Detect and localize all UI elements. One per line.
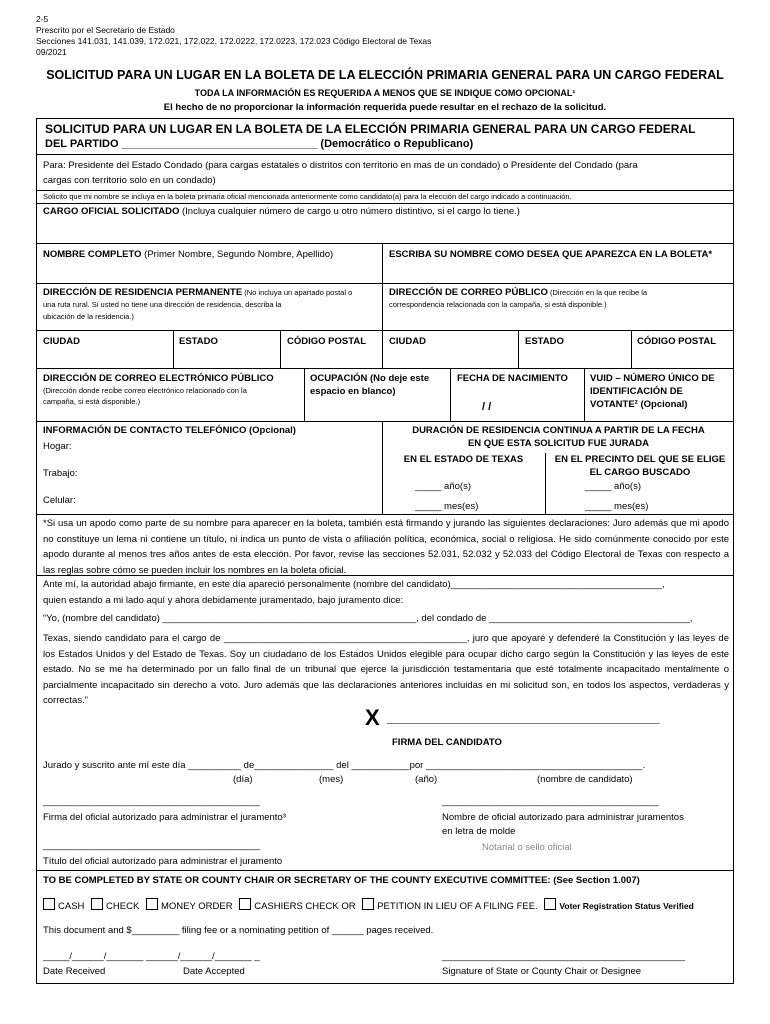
phone-work-field[interactable]: Trabajo:	[43, 468, 78, 479]
residence-label: DIRECCIÓN DE RESIDENCIA PERMANENTE	[43, 287, 243, 298]
divider	[37, 575, 733, 576]
office-use-header: TO BE COMPLETED BY STATE OR COUNTY CHAIR OR SECRETARY OF THE COUNTY EXECUTIVE COMMITTEE: (See Section 1.007)	[43, 875, 640, 886]
divider	[173, 330, 174, 368]
official-name-label-1: Nombre de oficial autorizado para administrar juramentos	[442, 812, 684, 823]
sworn-year-label: (año)	[415, 774, 438, 785]
phone-cell-field[interactable]: Celular:	[43, 495, 76, 506]
residence-city-field[interactable]: CIUDAD	[43, 336, 80, 347]
divider	[382, 330, 383, 368]
divider	[280, 330, 281, 368]
mail-note-2: correspondencia relacionada con la campaña, si está disponible.)	[389, 300, 607, 309]
state-months-field[interactable]: _____ mes(es)	[415, 501, 479, 512]
official-title-line[interactable]: _________________________________________	[43, 840, 260, 851]
party-line[interactable]: DEL PARTIDO ________________________________ (Democrático o Republicano)	[45, 138, 474, 150]
divider	[37, 368, 733, 369]
notary-seal: Notarial o sello oficial	[482, 842, 572, 853]
petition-label: PETITION IN LIEU OF A FILING FEE.	[377, 901, 538, 912]
para-line-2: cargas con territorio solo en un condado)	[43, 175, 216, 186]
date-accepted-label: Date Accepted	[183, 966, 245, 977]
office-label: CARGO OFICIAL SOLICITADO	[43, 206, 180, 217]
mail-address-field[interactable]	[389, 287, 647, 299]
official-name-line[interactable]: _________________________________________	[442, 796, 659, 807]
divider	[37, 190, 733, 191]
official-signature-line[interactable]: _________________________________________	[43, 796, 260, 807]
rejection-note: El hecho de no proporcionar la información requerida puede resultar en el rechazo de la solicitud.	[163, 102, 607, 113]
office-note: (Incluya cualquier número de cargo u otro número distintivo, si el cargo lo tiene.)	[179, 206, 520, 217]
code-sections: Secciones 141.031, 141.039, 172.021, 172.022, 172.0222, 172.0223, 172.023 Código Electoral de Texas	[36, 36, 432, 46]
divider	[37, 870, 733, 871]
residence-note-2: una ruta rural. Si usted no tiene una dirección de residencia, describa la	[43, 300, 282, 309]
payment-options	[43, 898, 698, 912]
divider	[304, 368, 305, 421]
divider	[37, 203, 733, 204]
divider	[518, 330, 519, 368]
divider	[584, 368, 585, 421]
divider	[382, 243, 383, 283]
divider	[37, 330, 733, 331]
cash-label: CASH	[58, 901, 85, 912]
official-signature-label: Firma del oficial autorizado para administrar el juramento³	[43, 812, 286, 823]
duration-label-1: DURACIÓN DE RESIDENCIA CONTINUA A PARTIR DE LA FECHA	[412, 425, 705, 436]
office-sought-field[interactable]	[43, 206, 520, 218]
in-precinct-label-1: EN EL PRECINTO DEL QUE SE ELIGE	[554, 454, 726, 465]
occupation-field[interactable]: OCUPACIÓN (No deje este	[310, 373, 430, 384]
divider	[450, 368, 451, 421]
divider	[37, 514, 733, 515]
fee-line[interactable]: This document and $_________ filing fee or a nominating petition of ______ pages received.	[43, 925, 434, 936]
vuid-label-2: IDENTIFICACIÓN DE	[590, 386, 683, 397]
check-checkbox[interactable]	[91, 898, 103, 910]
occupation-note: espacio en blanco)	[310, 386, 396, 397]
page-title: SOLICITUD PARA UN LUGAR EN LA BOLETA DE LA ELECCIÓN PRIMARIA GENERAL PARA UN CARGO FEDERAL	[46, 68, 724, 82]
divider	[382, 283, 383, 330]
money-order-checkbox[interactable]	[146, 898, 158, 910]
full-name-label: NOMBRE COMPLETO	[43, 249, 142, 260]
full-name-field[interactable]	[43, 249, 333, 261]
official-name-label-2: en letra de molde	[442, 826, 516, 837]
sworn-day-label: (día)	[233, 774, 253, 785]
voter-verified[interactable]	[544, 901, 693, 912]
mail-label: DIRECCIÓN DE CORREO PÚBLICO	[389, 287, 548, 298]
sworn-candidate-label: (nombre de candidato)	[537, 774, 633, 785]
payment-money-order[interactable]	[146, 901, 233, 912]
money-order-label: MONEY ORDER	[160, 901, 233, 912]
mail-note-1: (Dirección en la que recibe la	[547, 288, 648, 297]
petition-checkbox[interactable]	[362, 898, 374, 910]
ballot-name-field[interactable]: ESCRIBA SU NOMBRE COMO DESEA QUE APAREZCA EN LA BOLETA*	[389, 249, 713, 260]
oath-candidate-line: “Yo, (nombre del candidato) ________________________________________________, del condado de ______________________________________,	[43, 613, 693, 624]
prescribed-by: Prescrito por el Secretario de Estado	[36, 25, 175, 35]
cashiers-check-checkbox[interactable]	[239, 898, 251, 910]
dob-label: FECHA DE NACIMIENTO	[457, 373, 568, 384]
phone-label: INFORMACIÓN DE CONTACTO TELEFÓNICO (Opcional)	[43, 425, 296, 436]
residence-note-1: (No incluya un apartado postal o	[242, 288, 353, 297]
cash-checkbox[interactable]	[43, 898, 55, 910]
vuid-label-1: VUID – NÚMERO ÚNICO DE	[590, 373, 715, 384]
oath-intro-2: quien estando a mi lado aquí y ahora debidamente juramentado, bajo juramento dice:	[43, 595, 404, 606]
nickname-statement: *Si usa un apodo como parte de su nombre para aparecer en la boleta, también está firmando y jurando las siguientes declaraciones: Juro además que mi apodo no constituye un lema ni contiene un título, ni indica un punto de vista o afiliación política, económica, social o religiosa. He sido comúnmente conocido por este apodo durante al menos tres años antes de esta elección. Por favor, revise las secciones 52.031, 52.032 y 52.033 del Código Electoral de Texas con respecto a las reglas sobre cómo se pueden incluir los nombres en la boleta oficial.	[43, 518, 729, 576]
phone-home-field[interactable]: Hogar:	[43, 441, 72, 452]
mail-city-field[interactable]: CIUDAD	[389, 336, 426, 347]
official-title-label: Título del oficial autorizado para administrar el juramento	[43, 856, 283, 867]
duration-label-2: EN QUE ESTA SOLICITUD FUE JURADA	[467, 438, 650, 449]
residence-zip-field[interactable]: CÓDIGO POSTAL	[287, 336, 366, 347]
cashiers-check-label: CASHIERS CHECK OR	[254, 901, 356, 912]
para-line-1: Para: Presidente del Estado Condado (para cargas estatales o distritos con territorio en mas de un condado) o Presidente del Condado (para	[43, 160, 638, 171]
voter-verified-label: Voter Registration Status Verified	[559, 901, 694, 911]
state-years-field[interactable]: _____ año(s)	[415, 481, 471, 492]
sworn-line[interactable]: Jurado y suscrito ante mí este día __________ de_______________ del ___________por _________________________________________.	[43, 760, 646, 771]
payment-cash[interactable]	[43, 901, 84, 912]
residence-state-field[interactable]: ESTADO	[179, 336, 218, 347]
chair-signature-line[interactable]: ______________________________________________	[442, 951, 686, 962]
residence-note-3: ubicación de la residencia.)	[43, 312, 134, 321]
vuid-field[interactable]: VOTANTE² (Opcional)	[590, 399, 688, 410]
signature-x: X	[365, 705, 380, 730]
precinct-years-field[interactable]: _____ año(s)	[585, 481, 641, 492]
check-label: CHECK	[106, 901, 140, 912]
payment-petition[interactable]	[362, 901, 537, 912]
email-field[interactable]: DIRECCIÓN DE CORREO ELECTRÓNICO PÚBLICO	[43, 373, 274, 384]
candidate-signature-label: FIRMA DEL CANDIDATO	[392, 737, 502, 748]
divider	[37, 154, 733, 155]
payment-check[interactable]	[91, 901, 139, 912]
mail-state-field[interactable]: ESTADO	[525, 336, 564, 347]
email-note-2: campaña, si está disponible.)	[43, 397, 141, 406]
in-state-label: EN EL ESTADO DE TEXAS	[403, 454, 524, 465]
divider	[631, 330, 632, 368]
in-precinct-label-2: EL CARGO BUSCADO	[589, 467, 691, 478]
residence-address-field[interactable]	[43, 287, 352, 299]
form-number: 2-5	[36, 14, 49, 24]
full-name-note: (Primer Nombre, Segundo Nombre, Apellido)	[141, 249, 334, 260]
precinct-months-field[interactable]: _____ mes(es)	[585, 501, 649, 512]
chair-signature-label: Signature of State or County Chair or Designee	[442, 966, 642, 977]
request-statement: Solicito que mi nombre se incluya en la boleta primaria oficial mencionada anteriormente como candidato(a) para la elección del cargo indicado a continuación.	[43, 192, 572, 201]
dob-field[interactable]: / /	[482, 401, 492, 413]
voter-verified-checkbox[interactable]	[544, 898, 556, 910]
divider	[37, 283, 733, 284]
oath-body: Texas, siendo candidato para el cargo de ______________________________________________, juro que apoyaré y defenderé la Constitución y las leyes de los Estados Unidos y del Estado de Texas. Soy un ciudadano de los Estados Unidos elegible para ocupar dicho cargo según la Constitución y las leyes de este estado. No se me ha determinado por un fallo final de un tribunal que ejerce la jurisdicción testamentaria que esté totalmente incapacitado mentalmente o parcialmente incapacitado sin derecho a voto. Juro además que las declaraciones anteriores incluidas en mi solicitud son, en todos los aspectos, verdaderas y correctas.”	[43, 633, 729, 706]
form-box-title: SOLICITUD PARA UN LUGAR EN LA BOLETA DE LA ELECCIÓN PRIMARIA GENERAL PARA UN CARGO FEDERAL	[45, 122, 696, 136]
date-lines[interactable]: _____/______/_______ ______/______/_______ _	[43, 951, 260, 962]
email-note-1: (Dirección donde recibe correo electrónico relacionado con la	[43, 386, 247, 395]
divider	[37, 421, 733, 422]
payment-cashiers-check[interactable]	[239, 901, 355, 912]
application-form	[36, 118, 734, 984]
candidate-signature-line[interactable]: ___________________________________	[387, 709, 660, 725]
sworn-month-label: (mes)	[319, 774, 344, 785]
form-date: 09/2021	[36, 47, 67, 57]
mail-zip-field[interactable]: CÓDIGO POSTAL	[637, 336, 716, 347]
oath-intro-1: Ante mí, la autoridad abajo firmante, en este día apareció personalmente (nombre del candidato)________________________________________,	[43, 579, 665, 590]
divider	[37, 243, 733, 244]
date-received-label: Date Received	[43, 966, 106, 977]
required-note: TODA LA INFORMACIÓN ES REQUERIDA A MENOS QUE SE INDIQUE COMO OPCIONAL¹	[194, 88, 576, 98]
